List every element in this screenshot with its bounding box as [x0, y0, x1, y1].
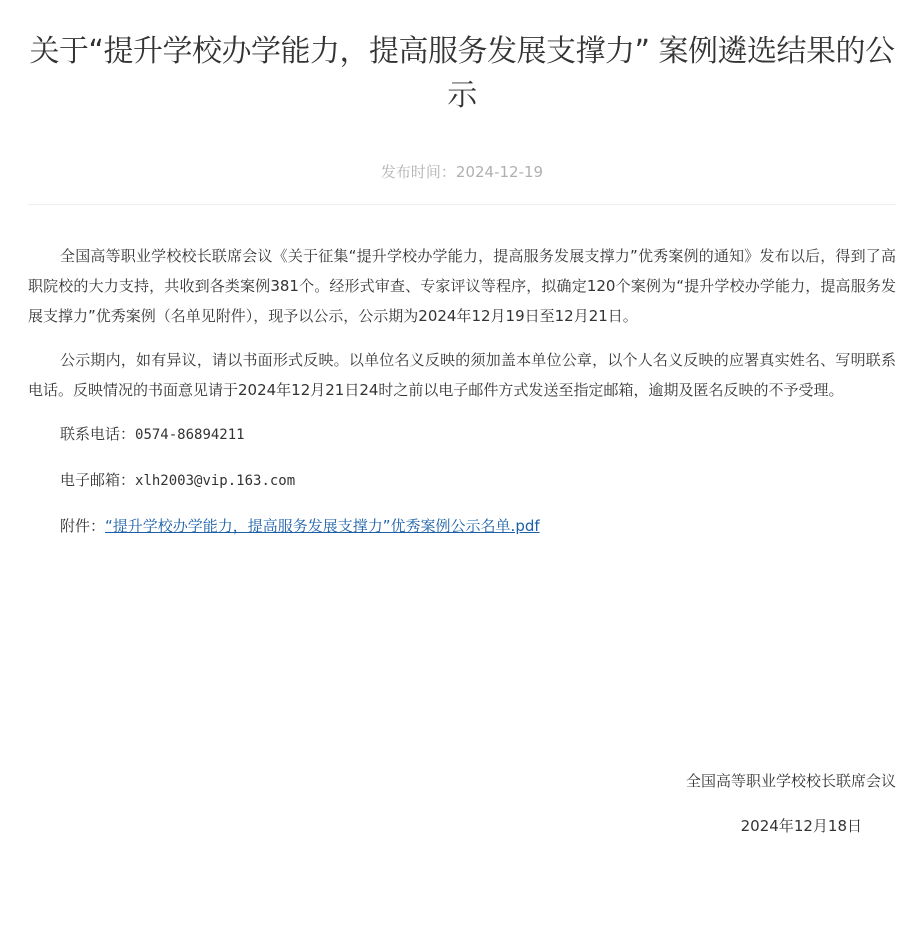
- paragraph: 公示期内，如有异议，请以书面形式反映。以单位名义反映的须加盖本单位公章，以个人名义反映的应署真实姓名、写明联系电话。反映情况的书面意见请于2024年12月21日24时之前以电子邮件方式发送至指定邮箱，逾期及匿名反映的不予受理。: [28, 351, 896, 399]
- article-body: [28, 241, 896, 541]
- signature-organization: 全国高等职业学校校长联席会议: [685, 772, 896, 790]
- attachment-link[interactable]: “提升学校办学能力，提高服务发展支撑力”优秀案例公示名单.pdf: [105, 517, 540, 535]
- attachment: [28, 511, 896, 541]
- publish-info: [28, 162, 896, 182]
- page-title: 关于“提升学校办学能力，提高服务发展支撑力” 案例遴选结果的公示: [29, 34, 895, 113]
- divider: [28, 204, 896, 205]
- publish-date: 2024-12-19: [455, 163, 544, 181]
- phone-value: 0574-86894211: [135, 427, 245, 443]
- contact-email: [28, 465, 896, 496]
- paragraph: 全国高等职业学校校长联席会议《关于征集“提升学校办学能力，提高服务发展支撑力”优秀案例的通知》发布以后，得到了高职院校的大力支持，共收到各类案例381个。经形式审查、专家评议等程序，拟确定120个案例为“提升学校办学能力，提高服务发展支撑力”优秀案例（名单见附件），现予以公示，公示期为2024年12月19日至12月21日。: [28, 247, 896, 325]
- article: [28, 0, 896, 556]
- signature-date: 2024年12月18日: [740, 817, 862, 835]
- attachment-label: 附件：: [60, 517, 106, 535]
- email-label: 电子邮箱：: [60, 471, 136, 489]
- publish-label: 发布时间：: [380, 163, 456, 181]
- contact-phone: [28, 419, 896, 450]
- phone-label: 联系电话：: [60, 425, 136, 443]
- email-value: xlh2003@vip.163.com: [135, 473, 296, 489]
